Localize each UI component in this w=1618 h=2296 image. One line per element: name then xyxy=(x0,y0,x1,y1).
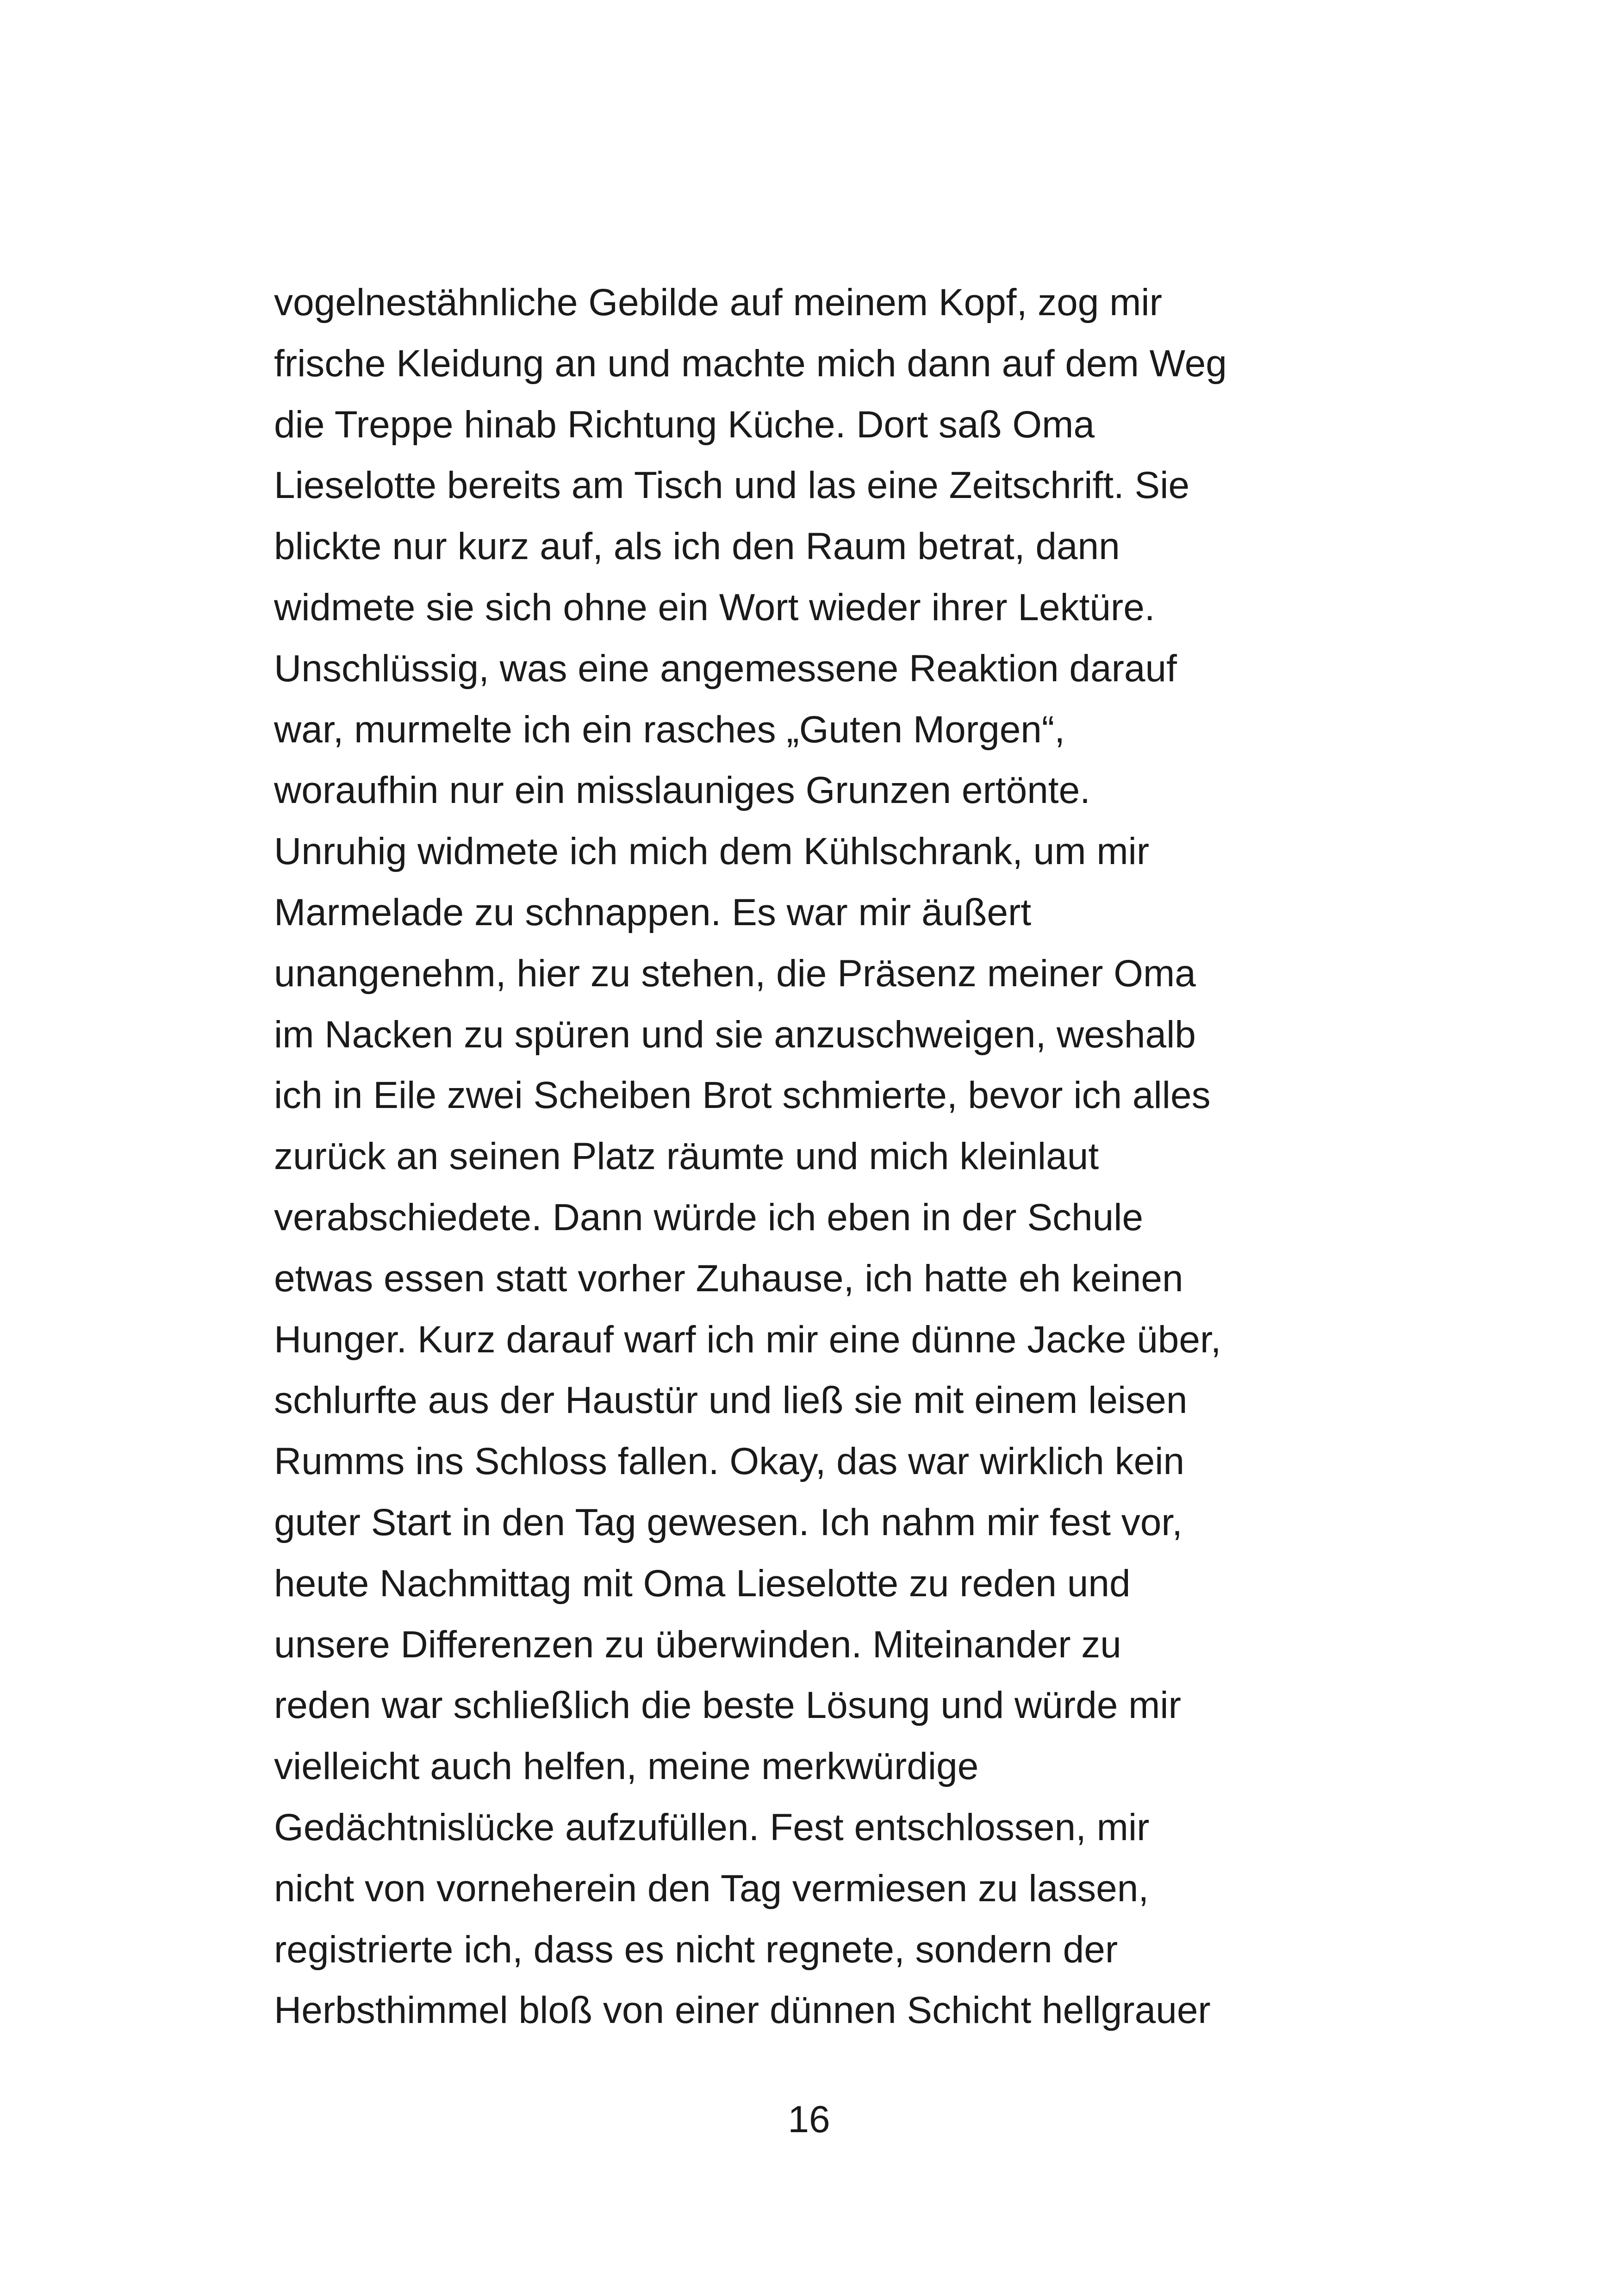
text-line: nicht von vorneherein den Tag vermiesen zu lassen, xyxy=(274,1867,1149,1910)
text-line: Unruhig widmete ich mich dem Kühlschrank, um mir xyxy=(274,830,1150,873)
text-line: widmete sie sich ohne ein Wort wieder ihrer Lektüre. xyxy=(274,586,1155,628)
text-line: Marmelade zu schnappen. Es war mir äußert xyxy=(274,891,1032,933)
text-line: war, murmelte ich ein rasches „Guten Morgen“, xyxy=(274,708,1065,751)
text-line: etwas essen statt vorher Zuhause, ich hatte eh keinen xyxy=(274,1257,1183,1300)
text-line: vielleicht auch helfen, meine merkwürdige xyxy=(274,1745,979,1788)
page-number: 16 xyxy=(788,2098,830,2140)
text-line: vogelnestähnliche Gebilde auf meinem Kopf, zog mir xyxy=(274,281,1162,324)
text-line: schlurfte aus der Haustür und ließ sie mit einem leisen xyxy=(274,1379,1188,1422)
text-line: Rumms ins Schloss fallen. Okay, das war wirklich kein xyxy=(274,1440,1185,1483)
text-line: im Nacken zu spüren und sie anzuschweigen, weshalb xyxy=(274,1013,1196,1056)
text-line: reden war schließlich die beste Lösung und würde mir xyxy=(274,1684,1181,1727)
text-line: Hunger. Kurz darauf warf ich mir eine dünne Jacke über, xyxy=(274,1318,1221,1361)
text-line: Herbsthimmel bloß von einer dünnen Schicht hellgrauer xyxy=(274,1989,1211,2032)
text-line: unangenehm, hier zu stehen, die Präsenz meiner Oma xyxy=(274,952,1196,995)
text-line: Gedächtnislücke aufzufüllen. Fest entschlossen, mir xyxy=(274,1806,1150,1848)
text-line: guter Start in den Tag gewesen. Ich nahm mir fest vor, xyxy=(274,1501,1182,1543)
text-line: registrierte ich, dass es nicht regnete, sondern der xyxy=(274,1928,1118,1971)
text-line: die Treppe hinab Richtung Küche. Dort saß Oma xyxy=(274,403,1095,446)
text-line: heute Nachmittag mit Oma Lieselotte zu reden und xyxy=(274,1562,1131,1605)
text-line: unsere Differenzen zu überwinden. Miteinander zu xyxy=(274,1623,1121,1666)
text-line: Lieselotte bereits am Tisch und las eine Zeitschrift. Sie xyxy=(274,464,1190,507)
text-line: Unschlüssig, was eine angemessene Reaktion darauf xyxy=(274,647,1177,690)
text-line: woraufhin nur ein misslauniges Grunzen ertönte. xyxy=(274,769,1090,812)
text-line: verabschiedete. Dann würde ich eben in der Schule xyxy=(274,1196,1144,1238)
body-text xyxy=(274,272,1352,2041)
text-line: frische Kleidung an und machte mich dann auf dem Weg xyxy=(274,342,1227,385)
text-line: ich in Eile zwei Scheiben Brot schmierte, bevor ich alles xyxy=(274,1074,1211,1117)
text-line: blickte nur kurz auf, als ich den Raum betrat, dann xyxy=(274,525,1120,568)
text-line: zurück an seinen Platz räumte und mich kleinlaut xyxy=(274,1135,1099,1178)
